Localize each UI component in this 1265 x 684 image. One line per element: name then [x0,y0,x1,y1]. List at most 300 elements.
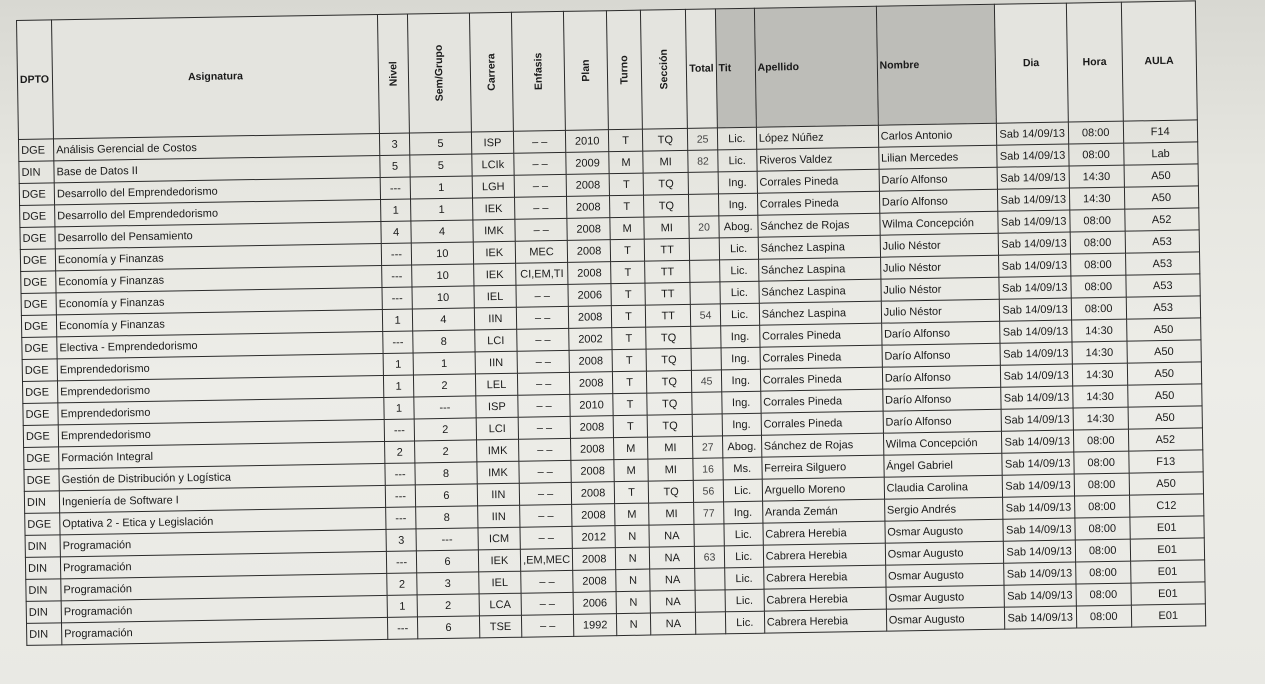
cell-hora: 08:00 [1070,253,1125,276]
cell-plan: 2008 [567,196,610,219]
cell-nivel: 2 [387,573,417,595]
cell-apellido: Sánchez Laspina [759,301,881,325]
cell-total: 54 [691,304,721,326]
cell-seccion: MI [644,216,690,239]
cell-dpto: DGE [21,271,56,294]
cell-nivel: 1 [383,375,413,397]
cell-hora: 08:00 [1071,275,1126,298]
cell-apellido: Aranda Zemán [762,499,884,523]
cell-dia: Sab 14/09/13 [1001,408,1073,431]
cell-nombre: Darío Alfonso [879,167,997,191]
cell-aula: Lab [1123,142,1197,165]
cell-semgrupo: --- [414,396,476,419]
cell-seccion: TQ [646,326,692,349]
cell-plan: 2009 [566,152,609,175]
cell-total: 63 [695,546,725,568]
cell-enfasis: – – [518,416,570,439]
cell-tit: Ing. [721,347,760,370]
cell-aula: F13 [1129,450,1203,473]
cell-total [693,414,723,436]
cell-dia: Sab 14/09/13 [1000,386,1072,409]
cell-carrera: LEL [475,373,518,396]
cell-asignatura: Programación [62,617,388,644]
cell-aula: A53 [1125,252,1199,275]
cell-asignatura: Análisis Gerencial de Costos [53,133,379,160]
cell-dia: Sab 14/09/13 [996,144,1068,167]
cell-tit: Lic. [724,545,763,568]
cell-asignatura: Base de Datos II [54,155,380,182]
cell-hora: 14:30 [1072,363,1127,386]
cell-apellido: López Núñez [756,125,878,149]
cell-dpto: DIN [25,535,60,558]
cell-aula: A50 [1128,406,1202,429]
cell-asignatura: Emprendedorismo [58,397,384,424]
cell-turno: T [611,305,645,328]
cell-total: 16 [693,458,723,480]
cell-semgrupo: 3 [417,572,479,595]
cell-semgrupo: 8 [415,462,477,485]
cell-enfasis: – – [516,284,568,307]
cell-apellido: Cabrera Herebia [763,543,885,567]
cell-asignatura: Formación Integral [59,441,385,468]
cell-tit: Lic. [723,479,762,502]
cell-carrera: LCIk [471,153,514,176]
header-carrera: Carrera [469,12,513,132]
cell-tit: Abog. [719,215,758,238]
cell-apellido: Sánchez Laspina [759,279,881,303]
cell-turno: T [613,393,647,416]
cell-turno: T [610,195,644,218]
cell-enfasis: – – [516,306,568,329]
cell-dia: Sab 14/09/13 [998,232,1070,255]
schedule-sheet [16,0,1206,645]
cell-plan: 2008 [566,174,609,197]
cell-nivel: --- [381,243,411,265]
cell-turno: T [612,349,646,372]
cell-enfasis: – – [521,592,573,615]
cell-dpto: DGE [21,315,56,338]
cell-dia: Sab 14/09/13 [1002,452,1074,475]
cell-semgrupo: 4 [411,220,473,243]
cell-asignatura: Ingeniería de Software I [59,485,385,512]
cell-total: 27 [693,436,723,458]
cell-nivel: 4 [381,221,411,243]
cell-tit: Ing. [718,171,757,194]
cell-dia: Sab 14/09/13 [1000,364,1072,387]
cell-hora: 08:00 [1075,517,1130,540]
cell-nombre: Ángel Gabriel [884,453,1002,477]
cell-carrera: ICM [478,527,521,550]
cell-nivel: 1 [387,595,417,617]
cell-asignatura: Desarrollo del Emprendedorismo [55,199,381,226]
cell-dpto: DGE [20,205,55,228]
cell-dia: Sab 14/09/13 [1002,474,1074,497]
cell-apellido: Corrales Pineda [761,411,883,435]
cell-carrera: IIN [477,483,520,506]
cell-hora: 14:30 [1072,341,1127,364]
cell-asignatura: Programación [60,529,386,556]
cell-dpto: DIN [26,601,61,624]
cell-hora: 08:00 [1075,561,1130,584]
cell-nombre: Osmar Augusto [886,607,1004,631]
cell-dia: Sab 14/09/13 [1004,606,1076,629]
cell-tit: Lic. [725,589,764,612]
cell-aula: C12 [1129,494,1203,517]
cell-nivel: 5 [380,155,410,177]
cell-enfasis: ,EM,MEC [520,548,572,571]
cell-turno: M [614,459,648,482]
cell-turno: N [617,613,651,636]
cell-total [690,282,720,304]
cell-enfasis: – – [513,130,565,153]
cell-hora: 08:00 [1069,209,1124,232]
header-asignatura: Asignatura [52,15,380,139]
cell-nombre: Julio Néstor [881,299,999,323]
cell-dia: Sab 14/09/13 [1003,562,1075,585]
cell-tit: Lic. [725,611,764,634]
cell-semgrupo: 1 [410,176,472,199]
cell-nivel: --- [382,265,412,287]
cell-dpto: DGE [23,425,58,448]
cell-turno: T [613,415,647,438]
header-turno: Turno [607,10,643,130]
cell-hora: 08:00 [1076,583,1131,606]
cell-carrera: IIN [474,307,517,330]
cell-seccion: MI [648,436,694,459]
cell-turno: N [616,591,650,614]
cell-dpto: DGE [21,293,56,316]
cell-nivel: --- [386,507,416,529]
cell-enfasis: – – [519,482,571,505]
cell-nivel: 2 [385,441,415,463]
cell-plan: 2008 [567,218,610,241]
cell-tit: Abog. [722,435,761,458]
cell-nivel: --- [385,463,415,485]
cell-tit: Lic. [720,303,759,326]
cell-dpto: DGE [19,183,54,206]
cell-plan: 2008 [572,504,615,527]
cell-semgrupo: 10 [412,286,474,309]
cell-aula: A53 [1126,274,1200,297]
cell-carrera: IIN [477,505,520,528]
cell-hora: 14:30 [1073,407,1128,430]
cell-semgrupo: 8 [416,506,478,529]
header-dia: Dia [994,3,1068,123]
cell-asignatura: Economía y Finanzas [56,287,382,314]
cell-total [695,590,725,612]
cell-apellido: Cabrera Herebia [764,587,886,611]
cell-turno: M [609,151,643,174]
schedule-table [16,0,1206,645]
cell-apellido: Sánchez de Rojas [758,213,880,237]
cell-asignatura: Economía y Finanzas [56,265,382,292]
header-nombre: Nombre [876,4,996,125]
cell-carrera: IMK [476,439,519,462]
cell-dia: Sab 14/09/13 [1002,496,1074,519]
cell-total [694,524,724,546]
cell-plan: 2010 [566,130,609,153]
cell-turno: T [609,129,643,152]
cell-apellido: Sánchez de Rojas [761,433,883,457]
cell-asignatura: Emprendedorismo [57,375,383,402]
cell-asignatura: Desarrollo del Emprendedorismo [54,177,380,204]
cell-nivel: --- [384,419,414,441]
cell-nombre: Osmar Augusto [886,585,1004,609]
schedule-rows [18,120,1205,645]
cell-enfasis: – – [519,460,571,483]
cell-plan: 2008 [572,548,615,571]
cell-dia: Sab 14/09/13 [999,276,1071,299]
cell-asignatura: Electiva - Emprendedorismo [57,331,383,358]
cell-nivel: 1 [381,199,411,221]
cell-nivel: --- [382,287,412,309]
cell-dia: Sab 14/09/13 [997,166,1069,189]
cell-apellido: Ferreira Silguero [762,455,884,479]
cell-turno: T [609,173,643,196]
cell-dia: Sab 14/09/13 [1000,342,1072,365]
cell-aula: A50 [1124,164,1198,187]
cell-hora: 08:00 [1074,451,1129,474]
cell-semgrupo: 1 [411,198,473,221]
cell-dpto: DGE [25,513,60,536]
cell-semgrupo: 10 [411,242,473,265]
cell-turno: T [612,327,646,350]
cell-seccion: MI [649,502,695,525]
cell-plan: 2012 [572,526,615,549]
cell-tit: Lic. [720,281,759,304]
cell-apellido: Corrales Pineda [759,323,881,347]
cell-seccion: TQ [647,414,693,437]
cell-hora: 08:00 [1076,605,1131,628]
cell-dpto: DGE [24,469,59,492]
cell-dia: Sab 14/09/13 [1001,430,1073,453]
cell-carrera: IMK [473,219,516,242]
cell-seccion: MI [648,458,694,481]
cell-nombre: Darío Alfonso [883,409,1001,433]
cell-nombre: Claudia Carolina [884,475,1002,499]
cell-tit: Ing. [723,501,762,524]
cell-nivel: 1 [382,309,412,331]
cell-plan: 2008 [571,482,614,505]
cell-hora: 08:00 [1071,297,1126,320]
cell-tit: Lic. [724,523,763,546]
cell-aula: E01 [1131,604,1205,627]
cell-dia: Sab 14/09/13 [998,210,1070,233]
cell-enfasis: – – [520,504,572,527]
cell-tit: Lic. [717,149,756,172]
header-hora: Hora [1066,2,1123,122]
cell-tit: Ms. [723,457,762,480]
cell-dia: Sab 14/09/13 [997,188,1069,211]
cell-dpto: DIN [25,557,60,580]
cell-seccion: TQ [648,480,694,503]
cell-carrera: IEL [478,571,521,594]
cell-dia: Sab 14/09/13 [1004,584,1076,607]
cell-dpto: DGE [20,227,55,250]
cell-turno: T [611,283,645,306]
cell-turno: T [613,371,647,394]
cell-apellido: Cabrera Herebia [764,609,886,633]
cell-total [692,392,722,414]
cell-hora: 14:30 [1069,165,1124,188]
cell-plan: 2008 [568,262,611,285]
cell-aula: A50 [1127,384,1201,407]
cell-aula: A53 [1125,230,1199,253]
cell-nombre: Osmar Augusto [885,541,1003,565]
cell-hora: 08:00 [1068,121,1123,144]
cell-turno: T [614,481,648,504]
cell-apellido: Corrales Pineda [760,367,882,391]
cell-seccion: TQ [643,128,689,151]
cell-turno: M [610,217,644,240]
cell-aula: E01 [1130,516,1204,539]
cell-seccion: TQ [644,194,690,217]
cell-carrera: IEK [473,241,516,264]
cell-turno: T [610,239,644,262]
cell-aula: A50 [1129,472,1203,495]
cell-carrera: IEK [478,549,521,572]
cell-total [690,238,720,260]
cell-aula: F14 [1123,120,1197,143]
cell-aula: A50 [1126,318,1200,341]
cell-semgrupo: 1 [413,352,475,375]
cell-hora: 08:00 [1073,429,1128,452]
cell-turno: M [615,503,649,526]
cell-plan: 2008 [570,416,613,439]
cell-total: 45 [692,370,722,392]
cell-nivel: 3 [386,529,416,551]
cell-dpto: DIN [26,579,61,602]
cell-nivel: --- [387,617,417,639]
cell-apellido: Corrales Pineda [760,389,882,413]
cell-turno: N [615,525,649,548]
cell-carrera: ISP [471,131,514,154]
cell-total: 77 [694,502,724,524]
cell-nivel: --- [386,551,416,573]
cell-seccion: TQ [647,392,693,415]
cell-plan: 2010 [570,394,613,417]
cell-carrera: LCI [474,329,517,352]
cell-dpto: DGE [23,403,58,426]
cell-dia: Sab 14/09/13 [999,320,1071,343]
cell-total: 20 [689,216,719,238]
cell-seccion: TT [645,282,691,305]
header-enfasis: Enfasis [512,11,566,131]
cell-hora: 14:30 [1069,187,1124,210]
cell-dia: Sab 14/09/13 [996,122,1068,145]
cell-total [696,612,726,634]
cell-apellido: Cabrera Herebia [763,565,885,589]
cell-aula: E01 [1131,582,1205,605]
cell-hora: 08:00 [1068,143,1123,166]
cell-nivel: --- [385,485,415,507]
cell-tit: Lic. [717,127,756,150]
cell-plan: 2008 [573,570,616,593]
cell-enfasis: – – [514,174,566,197]
cell-asignatura: Economía y Finanzas [56,309,382,336]
cell-aula: E01 [1130,538,1204,561]
cell-total [695,568,725,590]
cell-carrera: IEK [472,197,515,220]
cell-nombre: Carlos Antonio [878,123,996,147]
header-apellido: Apellido [754,6,878,127]
cell-hora: 08:00 [1070,231,1125,254]
cell-semgrupo: 2 [414,418,476,441]
cell-total [690,260,720,282]
cell-plan: 2008 [567,240,610,263]
cell-aula: A53 [1126,296,1200,319]
cell-total: 25 [688,128,718,150]
cell-apellido: Arguello Moreno [762,477,884,501]
cell-plan: 2008 [569,350,612,373]
cell-semgrupo: 5 [410,132,472,155]
cell-asignatura: Optativa 2 - Etica y Legislación [60,507,386,534]
cell-asignatura: Emprendedorismo [58,419,384,446]
cell-asignatura: Programación [61,573,387,600]
cell-turno: M [614,437,648,460]
cell-enfasis: – – [520,526,572,549]
cell-apellido: Corrales Pineda [760,345,882,369]
cell-enfasis: – – [521,570,573,593]
cell-hora: 14:30 [1071,319,1126,342]
cell-plan: 2006 [568,284,611,307]
cell-enfasis: – – [515,196,567,219]
cell-tit: Ing. [718,193,757,216]
cell-seccion: TT [644,238,690,261]
cell-apellido: Sánchez Laspina [758,235,880,259]
cell-carrera: LGH [472,175,515,198]
cell-dpto: DGE [22,381,57,404]
cell-nombre: Julio Néstor [880,255,998,279]
cell-enfasis: – – [518,372,570,395]
cell-tit: Ing. [721,369,760,392]
cell-tit: Lic. [719,237,758,260]
header-row [17,1,1198,140]
cell-hora: 08:00 [1074,473,1129,496]
cell-seccion: TQ [647,370,693,393]
cell-total [689,172,719,194]
cell-semgrupo: 5 [410,154,472,177]
cell-nombre: Sergio Andrés [884,497,1002,521]
cell-tit: Lic. [719,259,758,282]
cell-dpto: DGE [18,139,53,162]
cell-dia: Sab 14/09/13 [1003,540,1075,563]
cell-apellido: Riveros Valdez [756,147,878,171]
cell-enfasis: CI,EM,TI [516,262,568,285]
cell-turno: N [615,547,649,570]
cell-nombre: Wilma Concepción [880,211,998,235]
cell-total: 82 [688,150,718,172]
cell-total: 56 [694,480,724,502]
cell-dpto: DGE [24,447,59,470]
cell-nivel: --- [380,177,410,199]
cell-tit: Lic. [724,567,763,590]
header-dpto: DPTO [17,20,54,140]
cell-carrera: IMK [477,461,520,484]
cell-seccion: NA [649,546,695,569]
cell-plan: 2002 [569,328,612,351]
cell-total [689,194,719,216]
cell-plan: 2008 [571,438,614,461]
cell-plan: 1992 [574,614,617,637]
cell-seccion: NA [650,590,696,613]
cell-total [691,348,721,370]
cell-dpto: DGE [22,337,57,360]
cell-nombre: Darío Alfonso [881,321,999,345]
cell-apellido: Corrales Pineda [757,169,879,193]
cell-carrera: ISP [475,395,518,418]
cell-enfasis: – – [522,614,574,637]
